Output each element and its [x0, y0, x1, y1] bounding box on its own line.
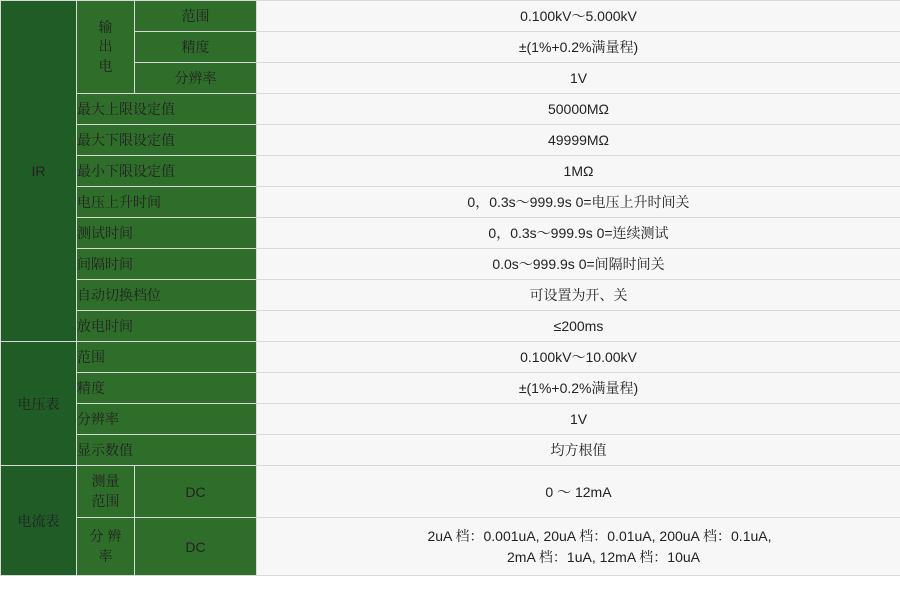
param-vm-display: 显示数值: [77, 435, 257, 466]
table-row: [1, 342, 900, 373]
value-ir-max-lower: 49999MΩ: [257, 125, 900, 156]
value-vm-display: 均方根值: [257, 435, 900, 466]
table-row: [1, 311, 900, 342]
value-vm-accuracy: ±(1%+0.2%满量程): [257, 373, 900, 404]
value-ir-accuracy: ±(1%+0.2%满量程): [257, 32, 900, 63]
param-vm-accuracy: 精度: [77, 373, 257, 404]
value-ir-interval-time: 0.0s～999.9s 0=间隔时间关: [257, 249, 900, 280]
group-label-voltmeter: 电压表: [1, 342, 77, 466]
value-ir-discharge-time: ≤200ms: [257, 311, 900, 342]
param-max-lower-limit: 最大下限设定值: [77, 125, 257, 156]
param-resolution: 分辨率: [135, 63, 257, 94]
param-accuracy: 精度: [135, 32, 257, 63]
value-ir-test-time: 0，0.3s～999.9s 0=连续测试: [257, 218, 900, 249]
am-resolution-value-line-1: 2uA 档：0.001uA, 20uA 档：0.01uA, 200uA 档：0.1uA,: [427, 528, 772, 545]
am-resolution-line-2: 率: [98, 547, 113, 564]
table-row: [1, 280, 900, 311]
param-range: 范围: [135, 1, 257, 32]
am-resolution-value-line-2: 2mA 档：1uA, 12mA 档：10uA: [507, 548, 700, 565]
table-row: [1, 125, 900, 156]
param-discharge-time: 放电时间: [77, 311, 257, 342]
table-row: [1, 1, 900, 32]
param-am-dc-1: DC: [135, 466, 257, 518]
am-resolution-line-1: 分 辨: [89, 527, 122, 544]
table-row: [1, 373, 900, 404]
value-ir-max-upper: 50000MΩ: [257, 94, 900, 125]
group-label-ammeter: 电流表: [1, 466, 77, 576]
param-min-lower-limit: 最小下限设定值: [77, 156, 257, 187]
table-row: [1, 187, 900, 218]
value-ir-auto-range: 可设置为开、关: [257, 280, 900, 311]
param-vm-range: 范围: [77, 342, 257, 373]
param-vm-resolution: 分辨率: [77, 404, 257, 435]
group-label-ir: IR: [1, 1, 77, 342]
value-ir-ramp-time: 0，0.3s～999.9s 0=电压上升时间关: [257, 187, 900, 218]
table-row: [1, 218, 900, 249]
value-ir-resolution: 1V: [257, 63, 900, 94]
am-measure-line-1: 测量: [91, 472, 120, 489]
param-am-measure-range: [77, 466, 135, 518]
table-row: [1, 466, 900, 518]
output-voltage-char-3: 电: [98, 57, 113, 74]
table-row: [1, 249, 900, 280]
param-output-voltage: [77, 1, 135, 94]
param-am-resolution: [77, 518, 135, 576]
param-auto-range: 自动切换档位: [77, 280, 257, 311]
table-row: [1, 63, 900, 94]
table-row: [1, 435, 900, 466]
param-interval-time: 间隔时间: [77, 249, 257, 280]
value-am-resolution-dc: [257, 518, 900, 576]
table-row: [1, 32, 900, 63]
am-measure-line-2: 范围: [91, 492, 120, 509]
value-ir-range: 0.100kV～5.000kV: [257, 1, 900, 32]
value-ir-min-lower: 1MΩ: [257, 156, 900, 187]
output-voltage-char-2: 出: [98, 38, 113, 55]
table-row: [1, 404, 900, 435]
param-test-time: 测试时间: [77, 218, 257, 249]
table-row: [1, 156, 900, 187]
value-vm-range: 0.100kV～10.00kV: [257, 342, 900, 373]
value-am-range-dc: 0 ～ 12mA: [257, 466, 900, 518]
output-voltage-char-1: 输: [98, 18, 113, 35]
table-row: [1, 94, 900, 125]
param-ramp-time: 电压上升时间: [77, 187, 257, 218]
param-max-upper-limit: 最大上限设定值: [77, 94, 257, 125]
param-am-dc-2: DC: [135, 518, 257, 576]
table-row: [1, 518, 900, 576]
value-vm-resolution: 1V: [257, 404, 900, 435]
